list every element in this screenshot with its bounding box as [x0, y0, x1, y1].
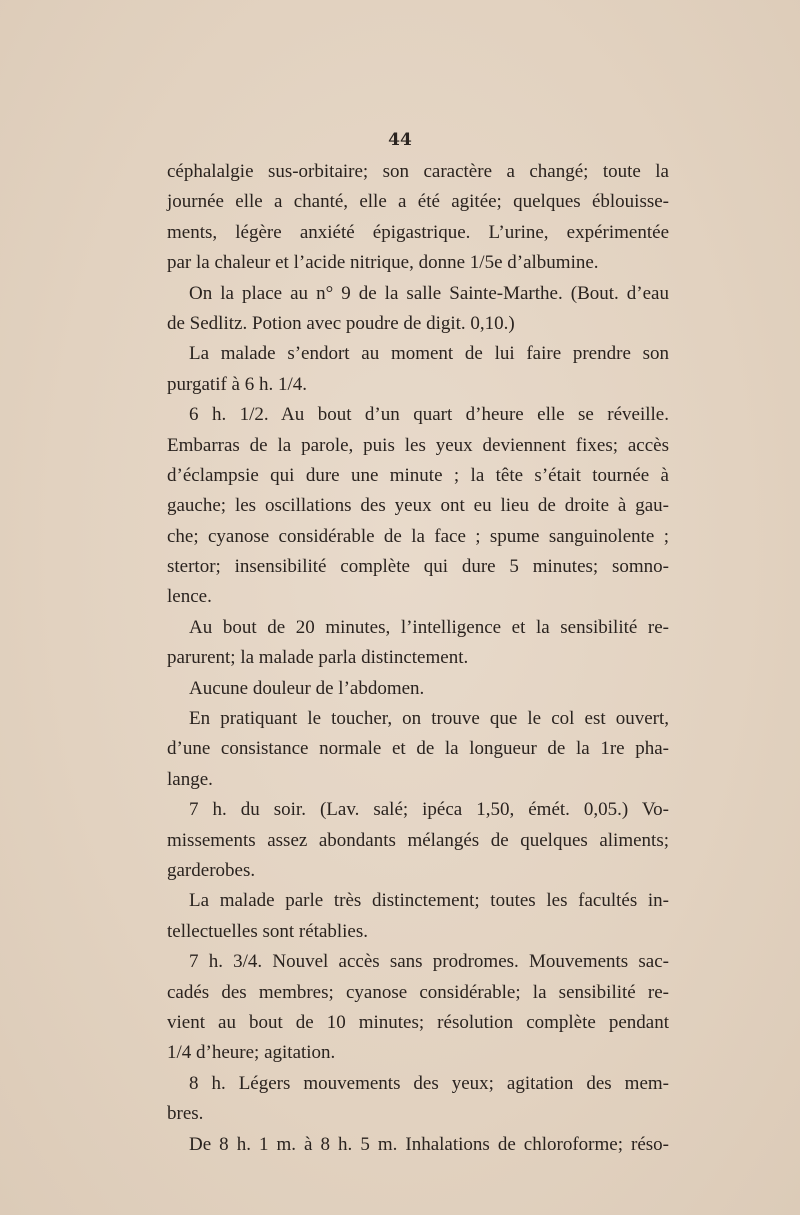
text-line: De 8 h. 1 m. à 8 h. 5 m. Inhalations de chloroforme; réso-	[189, 1133, 669, 1155]
text-line: La malade parle très distinctement; toutes les facultés in-	[189, 890, 669, 912]
text-line: cadés des membres; cyanose considérable; la sensibilité re-	[167, 981, 669, 1003]
text-line: La malade s’endort au moment de lui faire prendre son	[189, 343, 669, 365]
text-line: vient au bout de 10 minutes; résolution complète pendant	[167, 1011, 669, 1033]
text-line: céphalalgie sus-orbitaire; son caractère a changé; toute la	[167, 161, 669, 182]
text-line: lence.	[167, 586, 212, 608]
text-line: parurent; la malade parla distinctement.	[167, 647, 469, 669]
text-line: purgatif à 6 h. 1/4.	[167, 373, 308, 395]
text-line: En pratiquant le toucher, on trouve que le col est ouvert,	[189, 708, 669, 730]
text-line: 1/4 d’heure; agitation.	[167, 1042, 336, 1064]
text-line: stertor; insensibilité complète qui dure 5 minutes; somno-	[167, 556, 669, 578]
text-line: missements assez abondants mélangés de quelques aliments;	[167, 829, 669, 851]
text-line: d’éclampsie qui dure une minute ; la tête s’était tournée à	[167, 464, 669, 486]
text-line: de Sedlitz. Potion avec poudre de digit. 0,10.)	[167, 312, 515, 334]
text-line: Au bout de 20 minutes, l’intelligence et la sensibilité re-	[189, 616, 669, 638]
text-line: ments, légère anxiété épigastrique. L’urine, expérimentée	[167, 221, 669, 243]
text-line: Embarras de la parole, puis les yeux deviennent fixes; accès	[167, 434, 669, 456]
text-line: par la chaleur et l’acide nitrique, donne 1/5e d’albumine.	[167, 252, 599, 274]
text-line: gauche; les oscillations des yeux ont eu lieu de droite à gau-	[167, 495, 669, 517]
text-line: che; cyanose considérable de la face ; spume sanguinolente ;	[167, 525, 669, 547]
text-line: 7 h. 3/4. Nouvel accès sans prodromes. Mouvements sac-	[189, 951, 669, 973]
text-line: bres.	[167, 1103, 204, 1125]
text-line: 6 h. 1/2. Au bout d’un quart d’heure elle se réveille.	[189, 404, 669, 426]
text-line: lange.	[167, 768, 213, 790]
text-line: On la place au n° 9 de la salle Sainte-Marthe. (Bout. d’eau	[189, 282, 669, 304]
text-line: tellectuelles sont rétablies.	[167, 920, 369, 942]
text-line: garderobes.	[167, 859, 256, 881]
text-line: journée elle a chanté, elle a été agitée; quelques éblouisse-	[167, 191, 669, 213]
text-line: 8 h. Légers mouvements des yeux; agitation des mem-	[189, 1072, 669, 1094]
text-line: Aucune douleur de l’abdomen.	[189, 677, 425, 699]
text-line: d’une consistance normale et de la longueur de la 1re pha-	[167, 738, 669, 760]
text-line: 7 h. du soir. (Lav. salé; ipéca 1,50, émét. 0,05.) Vo-	[189, 799, 669, 821]
body-text	[167, 157, 669, 1160]
page-number: 44	[388, 130, 412, 150]
